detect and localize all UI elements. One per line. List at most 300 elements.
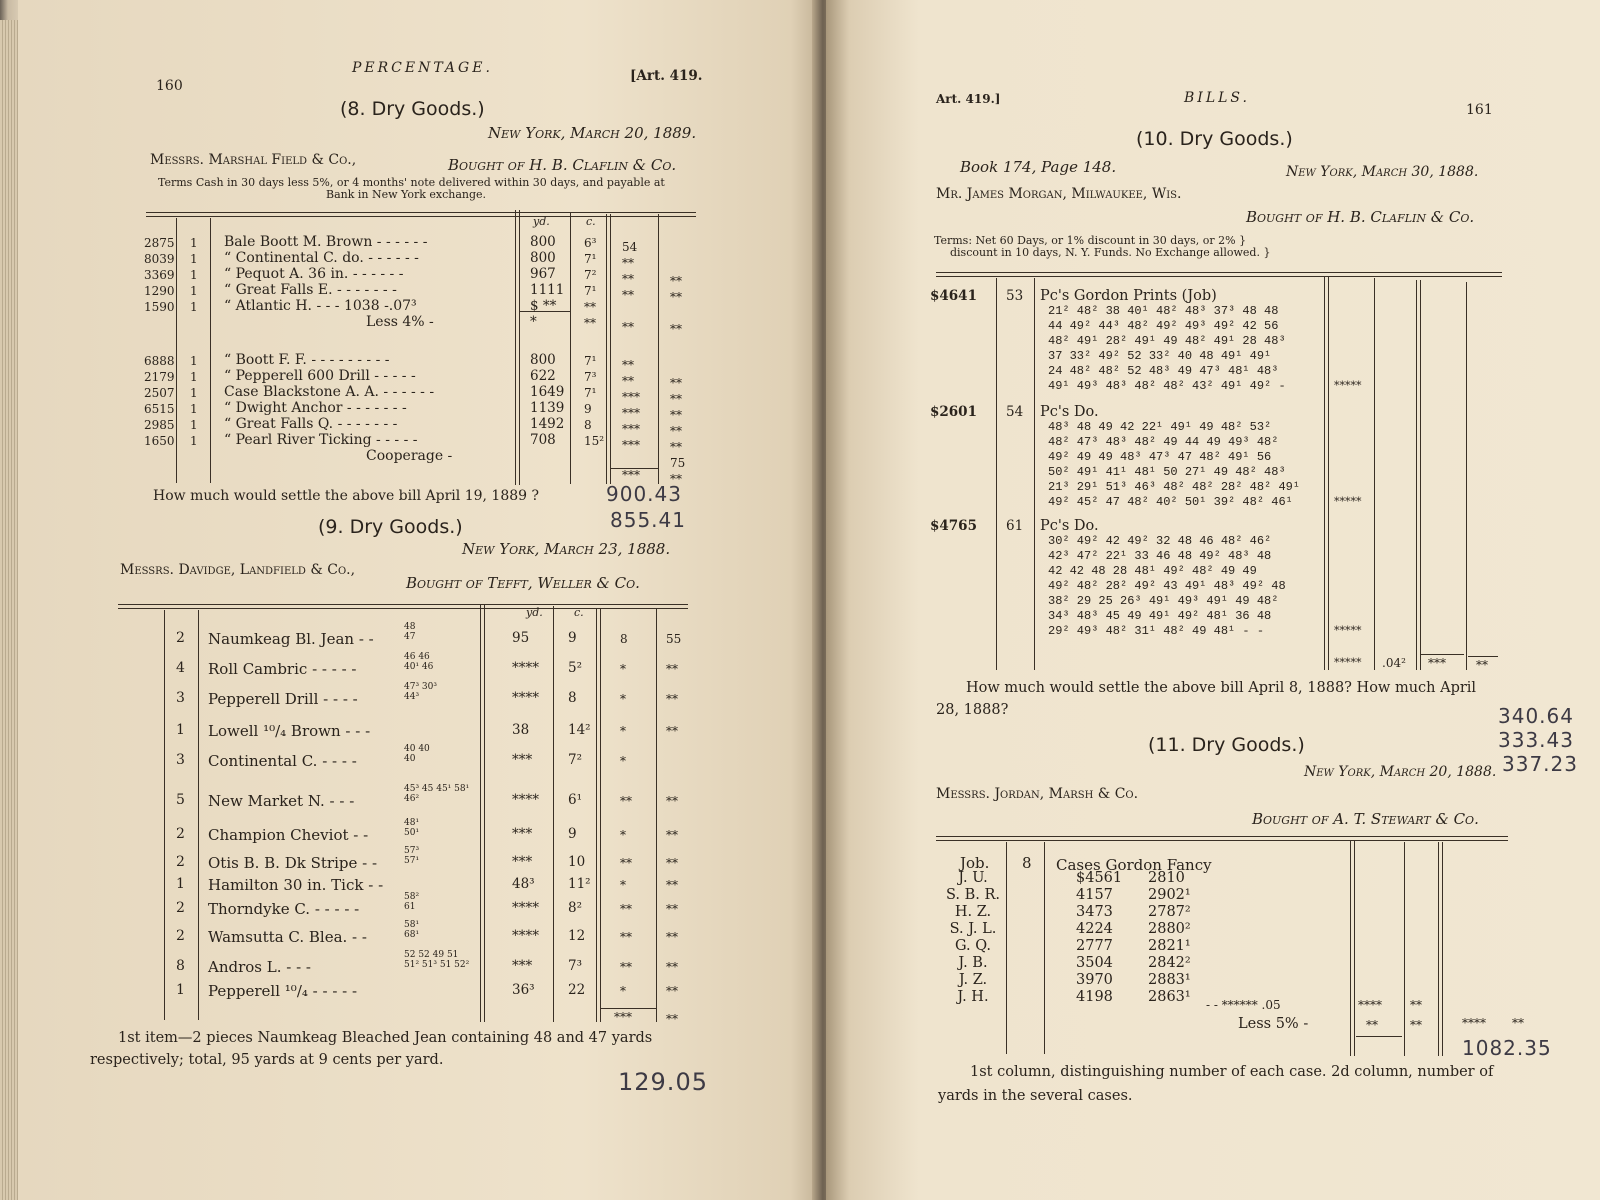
rule	[1420, 654, 1464, 655]
bill11-count: 8	[1022, 854, 1032, 872]
col-yd: yd.	[533, 215, 550, 228]
bill8-seller: Bought of H. B. Claflin & Co.	[448, 156, 677, 174]
rule	[996, 278, 997, 670]
bill10-lot-yards: *****	[1334, 495, 1362, 508]
bill8-total-a: ***	[622, 468, 640, 482]
bill10-piece-yards: 24 48² 48² 52 48³ 49 47³ 48¹ 48³	[1048, 364, 1279, 378]
bill9-qty: 4	[176, 660, 185, 676]
rule	[1324, 276, 1325, 670]
bill9-cents: **	[666, 724, 678, 738]
bill8-rate: 7¹	[584, 354, 597, 368]
left-page	[18, 0, 823, 1200]
rule	[210, 218, 211, 483]
rule	[198, 610, 199, 1020]
bill8-lot-number: 2179	[144, 370, 175, 384]
bill9-item: Roll Cambric - - - - -	[208, 660, 357, 678]
bill10-piece-yards: 21² 48² 38 40¹ 48² 48³ 37³ 48 48	[1048, 304, 1279, 318]
rule	[176, 218, 177, 483]
bill8-yards: 1139	[530, 400, 565, 416]
bill9-item: Continental C. - - - -	[208, 752, 357, 770]
bill8-total-b: **	[670, 472, 682, 486]
rule	[553, 606, 554, 1022]
bill9-pieces-2: 68¹	[404, 930, 420, 940]
bill8-rate: 15²	[584, 434, 605, 448]
bill10-total-b: **	[1476, 658, 1488, 672]
rule	[570, 212, 571, 484]
bill11-yards: 2902¹	[1148, 887, 1191, 903]
bill8-cents: **	[670, 290, 682, 304]
bill8-cents: **	[670, 376, 682, 390]
bill10-piece-yards: 48² 47³ 48³ 48² 49 44 49 49³ 48²	[1048, 435, 1279, 449]
bill9-yards: ****	[512, 928, 539, 944]
bill9-amount: *	[620, 878, 626, 892]
rule	[146, 216, 696, 217]
bill10-piece-yards: 49² 49 49 48³ 47³ 47 48² 49¹ 56	[1048, 450, 1272, 464]
page-number: 161	[1466, 102, 1493, 118]
bill8-qty: 1	[190, 418, 198, 432]
bill9-qty: 2	[176, 900, 185, 916]
bill9-rate: 12	[568, 928, 586, 944]
bill10-piece-yards: 29² 49³ 48² 31¹ 48² 49 48¹ - -	[1048, 624, 1265, 638]
rule	[936, 840, 1508, 841]
bill9-pieces: 58²	[404, 892, 420, 902]
bill9-item: Hamilton 30 in. Tick - -	[208, 876, 384, 894]
bill9-pieces: 47³ 30³	[404, 682, 437, 692]
bill9-pieces: 58¹	[404, 920, 420, 930]
bill9-amount: *	[620, 828, 626, 842]
bill8-qty: 1	[190, 252, 198, 266]
bill9-qty: 3	[176, 752, 185, 768]
bill8-cents: **	[670, 274, 682, 288]
rule	[600, 1008, 656, 1009]
bill9-amount: **	[620, 902, 632, 916]
bill8-lot-number: 2507	[144, 386, 175, 400]
bill8-cents: **	[670, 322, 682, 336]
bill11-price: $4561	[1076, 870, 1123, 886]
bill9-rate: 9	[568, 630, 577, 646]
article-ref: Art. 419.]	[936, 92, 1001, 106]
bill8-item: “ Great Falls Q. - - - - - - -	[224, 416, 398, 432]
bill8-amount: **	[622, 358, 634, 372]
bill8-qty: 1	[190, 236, 198, 250]
bill8-lot-number: 8039	[144, 252, 175, 266]
bill8-qty: 1	[190, 284, 198, 298]
rule	[936, 272, 1502, 273]
bill11-yards: 2810	[1148, 870, 1185, 886]
rule	[1466, 282, 1467, 670]
handwritten-answer: 900.43	[606, 482, 682, 506]
bill10-piece-yards: 34³ 48³ 45 49 49¹ 49² 48¹ 36 48	[1048, 609, 1272, 623]
bill9-rate: 7³	[568, 958, 583, 974]
bill9-pieces-2: 57¹	[404, 856, 420, 866]
rule	[484, 604, 485, 1022]
col-c: c.	[586, 215, 596, 228]
bill11-col-job: Job.	[960, 854, 990, 872]
bill9-yards: ***	[512, 752, 533, 768]
handwritten-answer: 333.43	[1498, 728, 1574, 752]
handwritten-answer: 1082.35	[1462, 1036, 1552, 1060]
bill8-rate: 7³	[584, 370, 597, 384]
bill9-item: Naumkeag Bl. Jean - -	[208, 630, 374, 648]
handwritten-answer: 855.41	[610, 508, 686, 532]
bill11-net-b: **	[1512, 1016, 1524, 1030]
bill9-qty: 1	[176, 722, 185, 738]
bill9-note: 1st item—2 pieces Naumkeag Bleached Jean containing 48 and 47 yards	[118, 1030, 653, 1046]
bill10-terms: Terms: Net 60 Days, or 1% discount in 30 days, or 2% }	[934, 234, 1247, 247]
bill11-yards: 2880²	[1148, 921, 1191, 937]
bill9-qty: 2	[176, 854, 185, 870]
rule	[1416, 280, 1417, 670]
bill8-amount: ***	[622, 422, 640, 436]
bill9-amount: *	[620, 692, 626, 706]
bill8-item: Cooperage -	[366, 448, 453, 464]
bill9-pieces-2: 46²	[404, 794, 420, 804]
bill9-yards: ***	[512, 826, 533, 842]
rule	[1438, 842, 1439, 1056]
rule	[1328, 276, 1329, 670]
bill10-place-date: New York, March 30, 1888.	[1286, 164, 1479, 180]
bill11-seller: Bought of A. T. Stewart & Co.	[1252, 810, 1479, 828]
bill9-pieces: 48¹	[404, 818, 420, 828]
rule	[1468, 656, 1498, 657]
rule	[610, 214, 611, 484]
bill8-item: “ Pequot A. 36 in. - - - - - -	[224, 266, 404, 282]
bill9-yards: 95	[512, 630, 530, 646]
bill8-cents: **	[670, 392, 682, 406]
bill8-lot-number: 2875	[144, 236, 175, 250]
bill9-amount: **	[620, 930, 632, 944]
bill10-question-2: 28, 1888?	[936, 702, 1009, 718]
article-ref: [Art. 419.	[630, 68, 703, 84]
bill10-lot-pieces: 61	[1006, 518, 1024, 534]
bill9-qty: 2	[176, 826, 185, 842]
bill9-yards: 48³	[512, 876, 535, 892]
bill10-piece-yards: 49¹ 49³ 48³ 48² 48² 43² 49¹ 49² -	[1048, 379, 1286, 393]
bill8-yards: *	[530, 314, 537, 330]
bill8-yards: 800	[530, 234, 556, 250]
bill8-qty: 1	[190, 402, 198, 416]
rule	[1034, 278, 1035, 670]
bill9-rate: 14²	[568, 722, 591, 738]
bill11-price: 3504	[1076, 955, 1113, 971]
bill8-question: How much would settle the above bill April 19, 1889 ?	[153, 488, 539, 504]
rule	[1374, 278, 1375, 670]
bill10-piece-yards: 48² 49¹ 28² 49¹ 49 48² 49¹ 28 48³	[1048, 334, 1286, 348]
bill9-item: Lowell ¹⁰/₄ Brown - - -	[208, 722, 371, 740]
bill10-question: How much would settle the above bill April 8, 1888? How much April	[966, 680, 1477, 696]
bill9-cents: 55	[666, 632, 682, 646]
bill8-amount: ***	[622, 390, 640, 404]
bill9-pieces-2: 44³	[404, 692, 420, 702]
bill10-lot-label: Pc's Do.	[1040, 518, 1099, 534]
bill11-total-line: - - ****** .05	[1206, 998, 1281, 1012]
bill9-pieces: 48	[404, 622, 416, 632]
bill9-total-a: ***	[614, 1010, 632, 1024]
col-c: c.	[574, 606, 584, 619]
bill10-lot-label: Pc's Do.	[1040, 404, 1099, 420]
handwritten-answer: 340.64	[1498, 704, 1574, 728]
rule	[936, 276, 1502, 277]
bill10-lot-price: $2601	[930, 404, 977, 420]
bill9-item: Andros L. - - -	[208, 958, 312, 976]
bill9-item: Wamsutta C. Blea. - -	[208, 928, 367, 946]
rule	[1404, 842, 1405, 1056]
bill11-mark: J. Z.	[958, 972, 988, 988]
bill11-buyer: Messrs. Jordan, Marsh & Co.	[936, 786, 1139, 802]
bill8-yards: $ **	[530, 298, 557, 314]
bill9-amount: *	[620, 662, 626, 676]
bill10-piece-yards: 38² 29 25 26³ 49¹ 49³ 49¹ 49 48²	[1048, 594, 1279, 608]
bill8-buyer: Messrs. Marshal Field & Co.,	[150, 152, 357, 168]
bill9-amount: **	[620, 794, 632, 808]
rule	[1006, 842, 1007, 1054]
bill8-rate: **	[584, 300, 596, 314]
bill8-rate: 9	[584, 402, 592, 416]
bill9-qty: 1	[176, 876, 185, 892]
bill9-item: Pepperell ¹⁰/₄ - - - - -	[208, 982, 358, 1000]
bill9-pieces-2: 61	[404, 902, 416, 912]
bill9-seller: Bought of Tefft, Weller & Co.	[406, 574, 640, 592]
page-number: 160	[156, 78, 183, 94]
bill9-qty: 2	[176, 630, 185, 646]
bill10-lot-price: $4641	[930, 288, 977, 304]
bill8-cents: **	[670, 408, 682, 422]
bill8-item: “ Pearl River Ticking - - - - -	[224, 432, 418, 448]
bill8-terms: Terms Cash in 30 days less 5%, or 4 months' note delivered within 30 days, and payable at	[158, 176, 665, 189]
bill9-qty: 5	[176, 792, 185, 808]
rule	[1442, 842, 1443, 1056]
bill9-rate: 8	[568, 690, 577, 706]
bill9-note-2: respectively; total, 95 yards at 9 cents per yard.	[90, 1052, 444, 1068]
bill9-amount: **	[620, 856, 632, 870]
bill9-pieces: 46 46	[404, 652, 430, 662]
bill9-item: New Market N. - - -	[208, 792, 355, 810]
bill9-yards: ****	[512, 900, 539, 916]
bill11-mark: J. B.	[958, 955, 988, 971]
rule	[515, 210, 516, 485]
bill9-total-b: **	[666, 1012, 678, 1026]
bill11-mark: J. H.	[957, 989, 989, 1005]
bill10-piece-yards: 37 33² 49² 52 33² 40 48 49¹ 49¹	[1048, 349, 1272, 363]
bill8-lot-number: 1290	[144, 284, 175, 298]
bill11-yards: 2883¹	[1148, 972, 1191, 988]
bill9-pieces: 52 52 49 51	[404, 950, 459, 960]
bill8-amount: ***	[622, 438, 640, 452]
bill8-qty: 1	[190, 354, 198, 368]
col-yd: yd.	[526, 606, 543, 619]
bill8-yards: 1111	[530, 282, 565, 298]
bill8-lot-number: 6888	[144, 354, 175, 368]
bill8-yards: 1492	[530, 416, 565, 432]
bill8-heading: (8. Dry Goods.)	[340, 98, 485, 120]
rule	[1350, 840, 1351, 1056]
bill9-rate: 5²	[568, 660, 583, 676]
bill10-piece-yards: 49² 45² 47 48² 40² 50¹ 39² 48² 46¹	[1048, 495, 1293, 509]
bill8-place-date: New York, March 20, 1889.	[488, 124, 697, 142]
bill11-less-b: **	[1410, 1018, 1422, 1032]
bill9-amount: *	[620, 754, 626, 768]
rule	[480, 604, 481, 1022]
bill9-item: Champion Cheviot - -	[208, 826, 369, 844]
bill9-pieces: 45³ 45 45¹ 58¹	[404, 784, 470, 794]
bill11-price: 2777	[1076, 938, 1113, 954]
bill8-rate: 7¹	[584, 252, 597, 266]
rule	[658, 214, 659, 484]
bill10-lot-label: Pc's Gordon Prints (Job)	[1040, 288, 1217, 304]
bill9-pieces-2: 51² 51³ 51 52²	[404, 960, 470, 970]
bill8-lot-number: 3369	[144, 268, 175, 282]
rule	[164, 610, 165, 1020]
bill9-yards: 36³	[512, 982, 535, 998]
bill9-yards: ****	[512, 792, 539, 808]
bill8-cents: **	[670, 424, 682, 438]
bill9-pieces: 40 40	[404, 744, 430, 754]
bill11-yards: 2787²	[1148, 904, 1191, 920]
bill9-yards: ***	[512, 854, 533, 870]
bill11-label: Cases Gordon Fancy	[1056, 856, 1212, 874]
bill11-yards: 2842²	[1148, 955, 1191, 971]
bill9-pieces-2: 50¹	[404, 828, 420, 838]
bill8-amount: **	[622, 374, 634, 388]
bill11-mark: G. Q.	[954, 938, 992, 954]
handwritten-answer: 129.05	[618, 1068, 708, 1096]
bill8-terms-2: Bank in New York exchange.	[326, 188, 487, 201]
rule	[936, 836, 1508, 837]
bill8-item: Bale Boott M. Brown - - - - - -	[224, 234, 428, 250]
bill9-rate: 22	[568, 982, 586, 998]
rule	[146, 212, 696, 213]
rule	[1044, 842, 1045, 1054]
bill8-rate: 7¹	[584, 284, 597, 298]
bill9-qty: 1	[176, 982, 185, 998]
bill10-lot-price: $4765	[930, 518, 977, 534]
bill9-pieces: 57³	[404, 846, 420, 856]
bill8-qty: 1	[190, 386, 198, 400]
bill9-yards: ****	[512, 660, 539, 676]
bill9-amount: *	[620, 984, 626, 998]
bill8-yards: 967	[530, 266, 556, 282]
bill11-less: Less 5% -	[1238, 1016, 1309, 1032]
bill8-cents: **	[670, 440, 682, 454]
bill9-yards: 38	[512, 722, 530, 738]
bill9-rate: 9	[568, 826, 577, 842]
bill9-amount: *	[620, 724, 626, 738]
bill11-mark: S. B. R.	[945, 887, 1001, 903]
bill11-total-a: ****	[1358, 998, 1382, 1012]
bill11-price: 3970	[1076, 972, 1113, 988]
bill11-mark: J. U.	[958, 870, 988, 886]
bill10-seller: Bought of H. B. Claflin & Co.	[1246, 208, 1475, 226]
bill8-cents: 75	[670, 456, 686, 470]
rule	[656, 608, 657, 1022]
rule	[1354, 840, 1355, 1056]
bill8-rate: **	[584, 316, 596, 330]
bill8-lot-number: 6515	[144, 402, 175, 416]
bill9-pieces-2: 40¹ 46	[404, 662, 434, 672]
bill8-item: “ Dwight Anchor - - - - - - -	[224, 400, 407, 416]
bill9-rate: 6¹	[568, 792, 583, 808]
bill8-qty: 1	[190, 370, 198, 384]
bill9-cents: **	[666, 662, 678, 676]
bill8-amount: **	[622, 256, 634, 270]
bill8-yards: 800	[530, 352, 556, 368]
bill8-item: Case Blackstone A. A. - - - - - -	[224, 384, 435, 400]
bill8-qty: 1	[190, 434, 198, 448]
bill9-cents: **	[666, 930, 678, 944]
bill9-buyer: Messrs. Davidge, Landfield & Co.,	[120, 562, 356, 578]
rule	[1356, 1036, 1402, 1037]
bill11-price: 3473	[1076, 904, 1113, 920]
bill9-place-date: New York, March 23, 1888.	[462, 540, 671, 558]
bill11-mark: H. Z.	[954, 904, 992, 920]
bill9-cents: **	[666, 692, 678, 706]
bill11-net-a: ****	[1462, 1016, 1486, 1030]
bill10-piece-yards: 48³ 48 49 42 22¹ 49¹ 49 48² 53²	[1048, 420, 1272, 434]
bill9-cents: **	[666, 984, 678, 998]
rule	[596, 608, 597, 1022]
bill8-amount: **	[622, 320, 634, 334]
handwritten-answer: 337.23	[1502, 752, 1578, 776]
bill8-qty: 1	[190, 300, 198, 314]
bill8-amount: **	[622, 272, 634, 286]
bill8-lot-number: 1650	[144, 434, 175, 448]
bill9-yards: ***	[512, 958, 533, 974]
bill11-note-2: yards in the several cases.	[938, 1088, 1133, 1104]
rule	[1420, 280, 1421, 670]
bill8-item: “ Great Falls E. - - - - - - -	[224, 282, 397, 298]
bill9-cents: **	[666, 878, 678, 892]
bill10-buyer: Mr. James Morgan, Milwaukee, Wis.	[936, 186, 1182, 202]
bill8-rate: 7²	[584, 268, 597, 282]
bill10-lot-yards: *****	[1334, 624, 1362, 637]
bill11-heading: (11. Dry Goods.)	[1148, 734, 1305, 756]
bill8-item: “ Atlantic H. - - - 1038 -.07³	[224, 298, 417, 314]
bill10-piece-yards: 30² 49² 42 49² 32 48 46 48² 46²	[1048, 534, 1272, 548]
bill8-lot-number: 1590	[144, 300, 175, 314]
bill10-terms-2: discount in 10 days, N. Y. Funds. No Exchange allowed. }	[950, 246, 1271, 259]
bill11-place-date: New York, March 20, 1888.	[1304, 764, 1497, 780]
bill9-cents: **	[666, 902, 678, 916]
bill9-rate: 11²	[568, 876, 591, 892]
bill9-cents: **	[666, 856, 678, 870]
bill9-rate: 7²	[568, 752, 583, 768]
bill8-yards: 622	[530, 368, 556, 384]
bill10-lot-yards: *****	[1334, 379, 1362, 392]
rule	[606, 214, 607, 484]
bill11-mark: S. J. L.	[949, 921, 997, 937]
bill8-rate: 7¹	[584, 386, 597, 400]
bill9-amount: 8	[620, 632, 628, 646]
bill11-total-b: **	[1410, 998, 1422, 1012]
bill8-amount: 54	[622, 240, 638, 254]
bill10-total-yards: *****	[1334, 656, 1362, 669]
bill11-price: 4224	[1076, 921, 1113, 937]
bill10-piece-yards: 21³ 29¹ 51³ 46³ 48² 48² 28² 48² 49¹	[1048, 480, 1301, 494]
bill8-item: “ Boott F. F. - - - - - - - - -	[224, 352, 390, 368]
running-head: PERCENTAGE.	[352, 60, 493, 76]
bill8-item: “ Continental C. do. - - - - - -	[224, 250, 419, 266]
bill10-book-ref: Book 174, Page 148.	[960, 158, 1117, 176]
bill8-amount: ***	[622, 406, 640, 420]
bill8-qty: 1	[190, 268, 198, 282]
bill10-lot-pieces: 54	[1006, 404, 1024, 420]
bill9-cents: **	[666, 960, 678, 974]
bill8-yards: 800	[530, 250, 556, 266]
bill9-rate: 10	[568, 854, 586, 870]
bill9-item: Pepperell Drill - - - -	[208, 690, 358, 708]
bill9-rate: 8²	[568, 900, 583, 916]
bill8-yards: 708	[530, 432, 556, 448]
